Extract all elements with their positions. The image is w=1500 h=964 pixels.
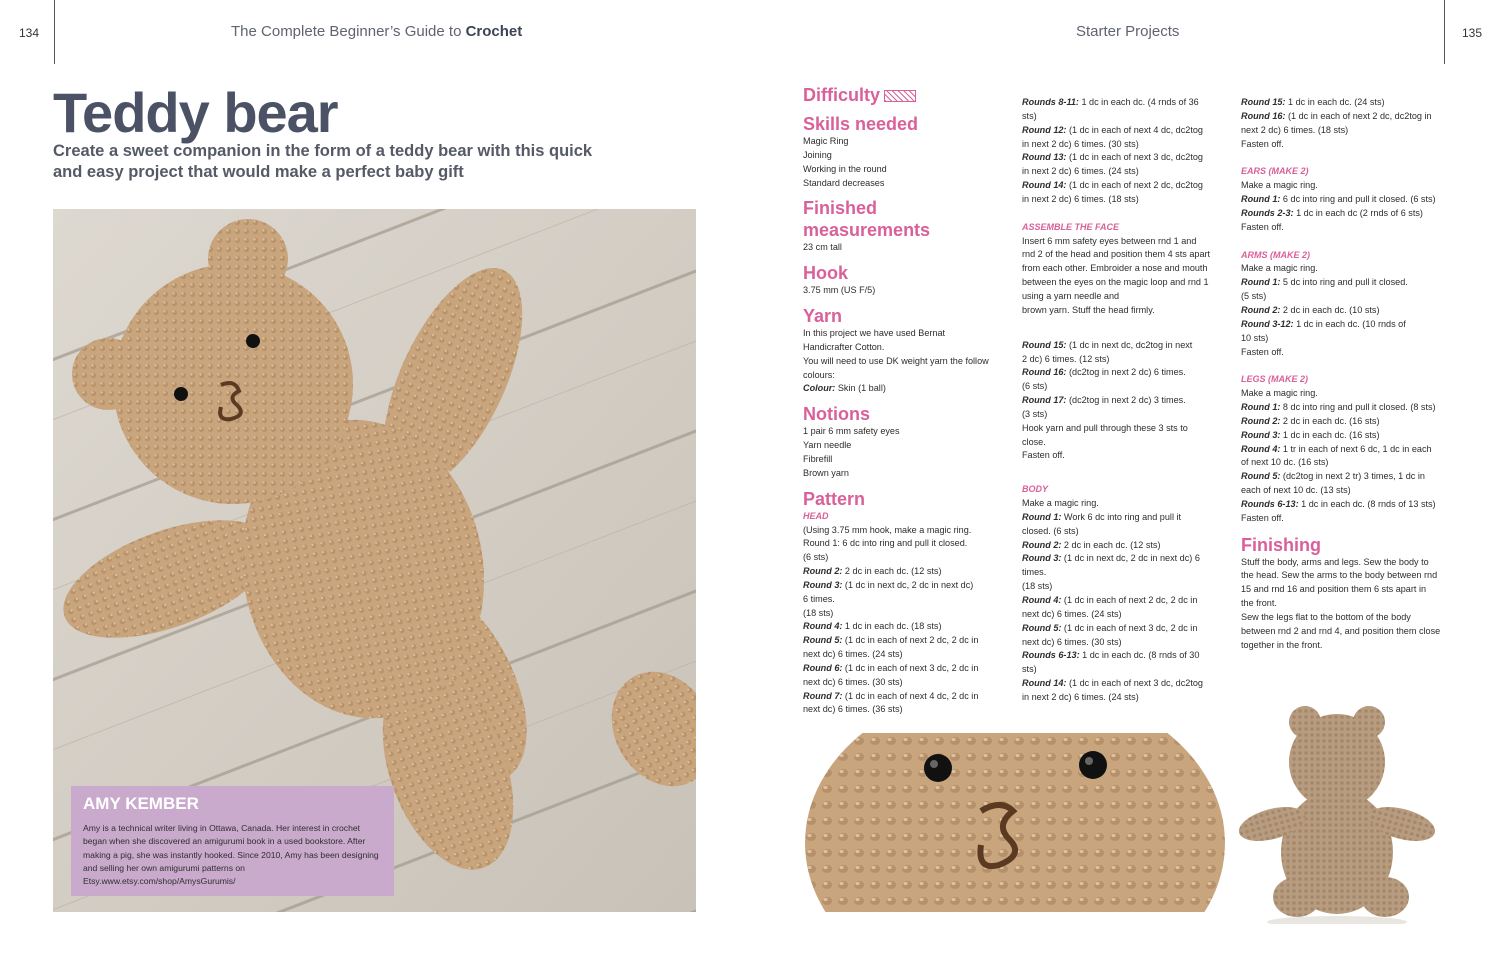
pattern-row	[803, 634, 1008, 648]
pattern-row	[1022, 179, 1232, 193]
small-bear-photo	[1237, 702, 1437, 924]
round-instruction: close.	[1022, 436, 1046, 447]
head-subheading: HEAD	[803, 510, 829, 521]
round-instruction: 1 dc in each dc. (8 rnds of 30	[1079, 650, 1200, 661]
pattern-row	[1241, 221, 1461, 235]
legs-subheading: LEGS (MAKE 2)	[1241, 374, 1309, 385]
pattern-row	[1241, 110, 1461, 124]
pattern-row	[1022, 649, 1232, 663]
pattern-row	[803, 676, 1008, 690]
pattern-row	[1241, 290, 1461, 304]
pattern-row	[1241, 498, 1461, 512]
round-label: Round 6:	[803, 662, 843, 673]
round-instruction: (1 dc in next dc, 2 dc in next dc)	[842, 579, 974, 590]
pattern-row	[1241, 276, 1461, 290]
notion-item: Yarn needle	[803, 440, 852, 451]
pattern-row	[1241, 415, 1461, 429]
round-label: Round 3:	[1241, 429, 1281, 440]
round-label: Round 5:	[803, 635, 843, 646]
pattern-row	[803, 703, 1008, 717]
round-instruction: Hook yarn and pull through these 3 sts to	[1022, 422, 1188, 433]
round-label: Round 16:	[1022, 367, 1067, 378]
pattern-row	[1022, 497, 1232, 511]
round-instruction: (1 dc in each of next 3 dc, dc2tog	[1066, 152, 1203, 163]
head-rows-final	[1022, 339, 1232, 464]
round-instruction: 8 dc into ring and pull it closed. (8 sts)	[1280, 402, 1436, 413]
pattern-row	[1022, 636, 1232, 650]
bear-face-closeup-illustration	[803, 733, 1227, 912]
pattern-row	[803, 690, 1008, 704]
yarn-colour	[803, 382, 1008, 396]
finishing-line: Sew the legs flat to the bottom of the body	[1241, 612, 1411, 622]
notion-item: 1 pair 6 mm safety eyes	[803, 426, 900, 437]
round-instruction: (1 dc in each of next 4 dc, 2 dc in	[842, 690, 979, 701]
pattern-row	[803, 648, 1008, 662]
header-divider-left	[54, 0, 55, 64]
round-instruction: 1 dc in each dc. (18 sts)	[842, 621, 942, 632]
yarn-colour-value: Skin (1 ball)	[835, 383, 886, 394]
head-intro-line: (Using 3.75 mm hook, make a magic ring.	[803, 524, 972, 535]
page-number-right: 135	[1462, 26, 1483, 40]
pattern-row	[1022, 622, 1232, 636]
hook-heading: Hook	[803, 263, 848, 284]
round-label: Round 5:	[1022, 622, 1062, 633]
round-label: Round 14:	[1022, 180, 1067, 191]
round-label: Round 17:	[1022, 395, 1067, 406]
round-label: Round 4:	[1241, 443, 1281, 454]
face-line: brown yarn. Stuff the head firmly.	[1022, 304, 1155, 315]
round-instruction: (6 sts)	[1022, 381, 1048, 392]
pattern-row	[1022, 539, 1232, 553]
designer-bio-box	[71, 786, 394, 896]
pattern-heading: Pattern	[803, 488, 866, 509]
yarn-line: You will need to use DK weight yarn the follow	[803, 355, 989, 366]
round-instruction: Make a magic ring.	[1022, 498, 1099, 509]
book-title-prefix: The Complete Beginner’s Guide to	[231, 23, 462, 40]
pattern-row	[1241, 332, 1461, 346]
round-label: Round 7:	[803, 690, 843, 701]
round-instruction: next dc) 6 times. (36 sts)	[803, 704, 903, 715]
pattern-row	[1022, 422, 1232, 436]
round-label: Rounds 6-13:	[1022, 650, 1080, 661]
pattern-row	[1241, 304, 1461, 318]
notions-heading: Notions	[803, 404, 870, 425]
pattern-row	[1022, 193, 1232, 207]
header-divider-right	[1444, 0, 1445, 64]
pattern-row	[1241, 387, 1461, 401]
round-label: Round 1:	[1241, 402, 1281, 413]
pattern-row	[1022, 677, 1232, 691]
round-label: Round 3-12:	[1241, 318, 1294, 329]
round-instruction: 2 dc in each dc. (12 sts)	[842, 566, 942, 577]
round-label: Round 5:	[1241, 471, 1281, 482]
pattern-row	[1241, 401, 1461, 415]
round-instruction: Fasten off.	[1241, 138, 1284, 149]
pattern-row	[1022, 525, 1232, 539]
skill-item: Working in the round	[803, 163, 887, 174]
arms-subheading: ARMS (MAKE 2)	[1241, 249, 1310, 260]
round-instruction: 1 dc in each dc. (8 rnds of 13 sts)	[1298, 498, 1436, 509]
round-instruction: 1 dc in each dc (2 rnds of 6 sts)	[1293, 207, 1423, 218]
difficulty-heading	[803, 84, 1008, 106]
difficulty-rating-icon	[884, 90, 916, 102]
face-line: from each other. Embroider a nose and mouth	[1022, 263, 1208, 274]
pattern-row	[1022, 449, 1232, 463]
pattern-row	[1241, 429, 1461, 443]
round-instruction: (1 dc in each of next 2 dc, 2 dc in	[1061, 595, 1198, 605]
round-instruction: (1 dc in each of next 2 dc, 2 dc in	[842, 635, 979, 646]
round-instruction: Fasten off.	[1022, 450, 1065, 461]
pattern-row	[1241, 470, 1461, 484]
round-instruction: in next 2 dc) 6 times. (24 sts)	[1022, 166, 1139, 177]
round-instruction: next 2 dc) 6 times. (18 sts)	[1241, 124, 1349, 135]
pattern-row	[1241, 512, 1461, 526]
face-line: using a yarn needle and	[1022, 290, 1120, 301]
assemble-face-subheading: ASSEMBLE THE FACE	[1022, 221, 1120, 232]
round-instruction: (18 sts)	[803, 607, 834, 618]
round-instruction: 2 dc in each dc. (12 sts)	[1061, 539, 1161, 550]
yarn-line: In this project we have used Bernat	[803, 328, 946, 339]
yarn-line: colours:	[803, 369, 835, 380]
round-instruction: (dc2tog in next 2 tr) 3 times, 1 dc in	[1280, 471, 1425, 482]
pattern-row	[1022, 608, 1232, 622]
round-instruction: 1 tr in each of next 6 dc, 1 dc in each	[1280, 443, 1432, 454]
legs-rows	[1241, 387, 1461, 525]
body-rows	[1022, 497, 1232, 705]
designer-name: AMY KEMBER	[83, 794, 199, 813]
pattern-row	[1022, 138, 1232, 152]
round-label: Round 16:	[1241, 110, 1286, 121]
head-rows	[803, 565, 1008, 717]
round-label: Round 12:	[1022, 124, 1067, 135]
skill-item: Standard decreases	[803, 177, 885, 188]
pattern-row	[1241, 484, 1461, 498]
round-label: Round 2:	[1241, 304, 1281, 315]
skill-item: Magic Ring	[803, 136, 849, 146]
round-instruction: 2 dc) 6 times. (12 sts)	[1022, 353, 1110, 364]
round-instruction: closed. (6 sts)	[1022, 525, 1079, 536]
pattern-row	[1241, 318, 1461, 332]
round-label: Round 1:	[1241, 277, 1281, 288]
page-number-left: 134	[19, 26, 40, 40]
round-label: Round 4:	[803, 621, 843, 632]
pattern-row	[1241, 124, 1461, 138]
finishing-line: between rnd 2 and rnd 4, and position them close	[1241, 625, 1441, 636]
pattern-row	[1241, 193, 1461, 207]
round-instruction: each of next 10 dc. (13 sts)	[1241, 485, 1351, 496]
round-instruction: 6 times.	[803, 593, 835, 604]
pattern-row	[1022, 594, 1232, 608]
pattern-row	[1241, 179, 1461, 193]
head-rows-continued	[1022, 96, 1232, 207]
pattern-row	[1241, 96, 1461, 110]
hook-value: 3.75 mm (US F/5)	[803, 285, 876, 296]
round-instruction: of next 10 dc. (16 sts)	[1241, 457, 1329, 468]
round-instruction: 2 dc in each dc. (16 sts)	[1280, 415, 1380, 426]
round-instruction: (dc2tog in next 2 dc) 6 times.	[1066, 367, 1186, 378]
round-instruction: Make a magic ring.	[1241, 388, 1318, 399]
pattern-row	[803, 579, 1008, 593]
pattern-row	[803, 662, 1008, 676]
round-instruction: 10 sts)	[1241, 332, 1269, 343]
round-label: Rounds 8-11:	[1022, 97, 1079, 107]
round-instruction: 1 dc in each dc. (16 sts)	[1280, 429, 1380, 440]
ears-rows	[1241, 179, 1461, 234]
round-label: Rounds 6-13:	[1241, 498, 1299, 509]
pattern-row	[1022, 366, 1232, 380]
difficulty-label: Difficulty	[803, 85, 881, 105]
arms-rows	[1241, 262, 1461, 359]
round-instruction: next dc) 6 times. (24 sts)	[1022, 608, 1122, 619]
round-label: Round 2:	[1241, 415, 1281, 426]
yarn-colour-label: Colour:	[803, 383, 836, 394]
round-instruction: next dc) 6 times. (30 sts)	[803, 676, 903, 687]
round-label: Round 1:	[1022, 511, 1062, 522]
pattern-row	[1241, 456, 1461, 470]
skills-list	[803, 135, 1008, 190]
page-title: Teddy bear	[53, 81, 338, 144]
ears-subheading: EARS (MAKE 2)	[1241, 166, 1309, 177]
pattern-row	[1022, 691, 1232, 705]
round-label: Round 15:	[1241, 97, 1286, 107]
face-line: Insert 6 mm safety eyes between rnd 1 and	[1022, 235, 1197, 246]
round-label: Round 4:	[1022, 595, 1062, 605]
pattern-row	[1022, 165, 1232, 179]
round-instruction: sts)	[1022, 664, 1037, 675]
pattern-column-3	[1241, 96, 1461, 653]
measurements-value: 23 cm tall	[803, 242, 842, 253]
round-instruction: (1 dc in each of next 4 dc, dc2tog	[1066, 124, 1203, 135]
pattern-row	[803, 565, 1008, 579]
measurements-heading: Finished measurements	[803, 198, 931, 241]
head-intro-line: Round 1: 6 dc into ring and pull it closed.	[803, 538, 968, 549]
pattern-row	[1022, 552, 1232, 566]
round-instruction: Work 6 dc into ring and pull it	[1061, 511, 1182, 522]
round-instruction: Make a magic ring.	[1241, 263, 1318, 274]
finishing-line: 15 and rnd 16 and position them 6 sts apart in	[1241, 584, 1427, 595]
pattern-row	[1022, 663, 1232, 677]
round-instruction: (1 dc in each of next 3 dc, 2 dc in	[842, 662, 979, 673]
round-instruction: (1 dc in each of next 2 dc, dc2tog	[1066, 180, 1203, 191]
round-instruction: next dc) 6 times. (24 sts)	[803, 649, 903, 660]
round-instruction: (5 sts)	[1241, 291, 1267, 302]
pattern-row	[1022, 353, 1232, 367]
round-label: Round 1:	[1241, 194, 1281, 205]
notion-item: Brown yarn	[803, 467, 849, 478]
pattern-row	[1241, 443, 1461, 457]
pattern-row	[1022, 511, 1232, 525]
small-bear-illustration	[1237, 702, 1437, 924]
round-instruction: (dc2tog in next 2 dc) 3 times.	[1066, 395, 1186, 406]
pattern-row	[1022, 339, 1232, 353]
skill-item: Joining	[803, 149, 832, 160]
round-instruction: times.	[1022, 567, 1047, 578]
round-label: Round 2:	[803, 566, 843, 577]
pattern-row	[1022, 566, 1232, 580]
pattern-row	[803, 620, 1008, 634]
round-instruction: (3 sts)	[1022, 408, 1048, 419]
round-instruction: Make a magic ring.	[1241, 180, 1318, 191]
pattern-row	[1022, 436, 1232, 450]
round-instruction: (1 dc in next dc, 2 dc in next dc) 6	[1061, 553, 1200, 564]
pattern-row	[1022, 110, 1232, 124]
finishing-line: together in the front.	[1241, 639, 1323, 650]
finishing-heading: Finishing	[1241, 534, 1321, 555]
round-instruction: (1 dc in next dc, dc2tog in next	[1066, 339, 1193, 350]
yarn-heading: Yarn	[803, 306, 843, 327]
pattern-row	[1241, 262, 1461, 276]
body-subheading: BODY	[1022, 484, 1049, 495]
round-instruction: in next 2 dc) 6 times. (30 sts)	[1022, 138, 1139, 149]
pattern-row	[1241, 346, 1461, 360]
face-line: rnd 2 of the head and position them 4 sts apart	[1022, 249, 1211, 260]
round-instruction: Fasten off.	[1241, 221, 1284, 232]
round-instruction: Fasten off.	[1241, 512, 1284, 523]
round-instruction: 1 dc in each dc. (10 rnds of	[1293, 318, 1406, 329]
round-instruction: sts)	[1022, 110, 1037, 121]
round-label: Round 13:	[1022, 152, 1067, 163]
round-instruction: 6 dc into ring and pull it closed. (6 sts)	[1280, 194, 1436, 205]
round-instruction: (1 dc in each of next 3 dc, 2 dc in	[1061, 622, 1198, 633]
pattern-row	[1022, 151, 1232, 165]
round-label: Round 2:	[1022, 539, 1062, 550]
round-label: Round 15:	[1022, 339, 1067, 350]
pattern-column-2	[1022, 96, 1232, 705]
skills-heading: Skills needed	[803, 114, 919, 134]
book-title-bold: Crochet	[465, 23, 523, 40]
round-instruction: (1 dc in each of next 2 dc, dc2tog in	[1285, 110, 1432, 121]
finishing-line: the front.	[1241, 598, 1277, 609]
pattern-column-1	[803, 84, 1008, 717]
round-label: Round 3:	[803, 579, 843, 590]
project-intro: Create a sweet companion in the form of a teddy bear with this quick and easy project that would make a perfect baby gift	[53, 142, 593, 181]
designer-bio: Amy is a technical writer living in Ottawa, Canada. Her interest in crochet began when she discovered an amigurumi book in a used bookstore. After making a pig, she was instantly hooked. Since 2010, Amy has been designing and selling her own amigurumi patterns on Etsy.www.etsy.com/shop/AmysGurumis/	[83, 823, 379, 887]
round-instruction: 5 dc into ring and pull it closed.	[1280, 277, 1408, 288]
yarn-line: Handicrafter Cotton.	[803, 341, 885, 352]
pattern-row	[1022, 96, 1232, 110]
pattern-row	[1022, 380, 1232, 394]
round-instruction: (18 sts)	[1022, 581, 1053, 592]
face-closeup-photo	[803, 733, 1227, 912]
round-instruction: (1 dc in each of next 3 dc, dc2tog	[1066, 678, 1203, 689]
round-instruction: next dc) 6 times. (30 sts)	[1022, 636, 1122, 647]
book-title	[231, 23, 522, 40]
pattern-row	[1241, 138, 1461, 152]
round-label: Round 3:	[1022, 553, 1062, 564]
round-instruction: in next 2 dc) 6 times. (24 sts)	[1022, 691, 1139, 702]
round-instruction: 1 dc in each dc. (24 sts)	[1285, 97, 1385, 107]
pattern-row	[1022, 124, 1232, 138]
round-instruction: 2 dc in each dc. (10 sts)	[1280, 304, 1380, 315]
finishing-line: the head. Sew the arms to the body between rnd	[1241, 570, 1438, 581]
round-label: Rounds 2-3:	[1241, 207, 1294, 218]
head-intro-line: (6 sts)	[803, 552, 829, 563]
notion-item: Fibrefill	[803, 453, 833, 464]
pattern-row	[803, 593, 1008, 607]
pattern-row	[1241, 207, 1461, 221]
pattern-row	[1022, 408, 1232, 422]
round-instruction: 1 dc in each dc. (4 rnds of 36	[1078, 97, 1199, 107]
section-title: Starter Projects	[1076, 23, 1180, 40]
round-instruction: in next 2 dc) 6 times. (18 sts)	[1022, 193, 1139, 204]
round-label: Round 14:	[1022, 678, 1067, 689]
pattern-row	[1022, 580, 1232, 594]
body-rows-continued	[1241, 96, 1461, 151]
face-line: between the eyes on the magic loop and rnd 1	[1022, 277, 1209, 288]
pattern-row	[803, 607, 1008, 621]
pattern-row	[1022, 394, 1232, 408]
round-instruction: Fasten off.	[1241, 346, 1284, 357]
finishing-line: Stuff the body, arms and legs. Sew the body to	[1241, 556, 1429, 567]
